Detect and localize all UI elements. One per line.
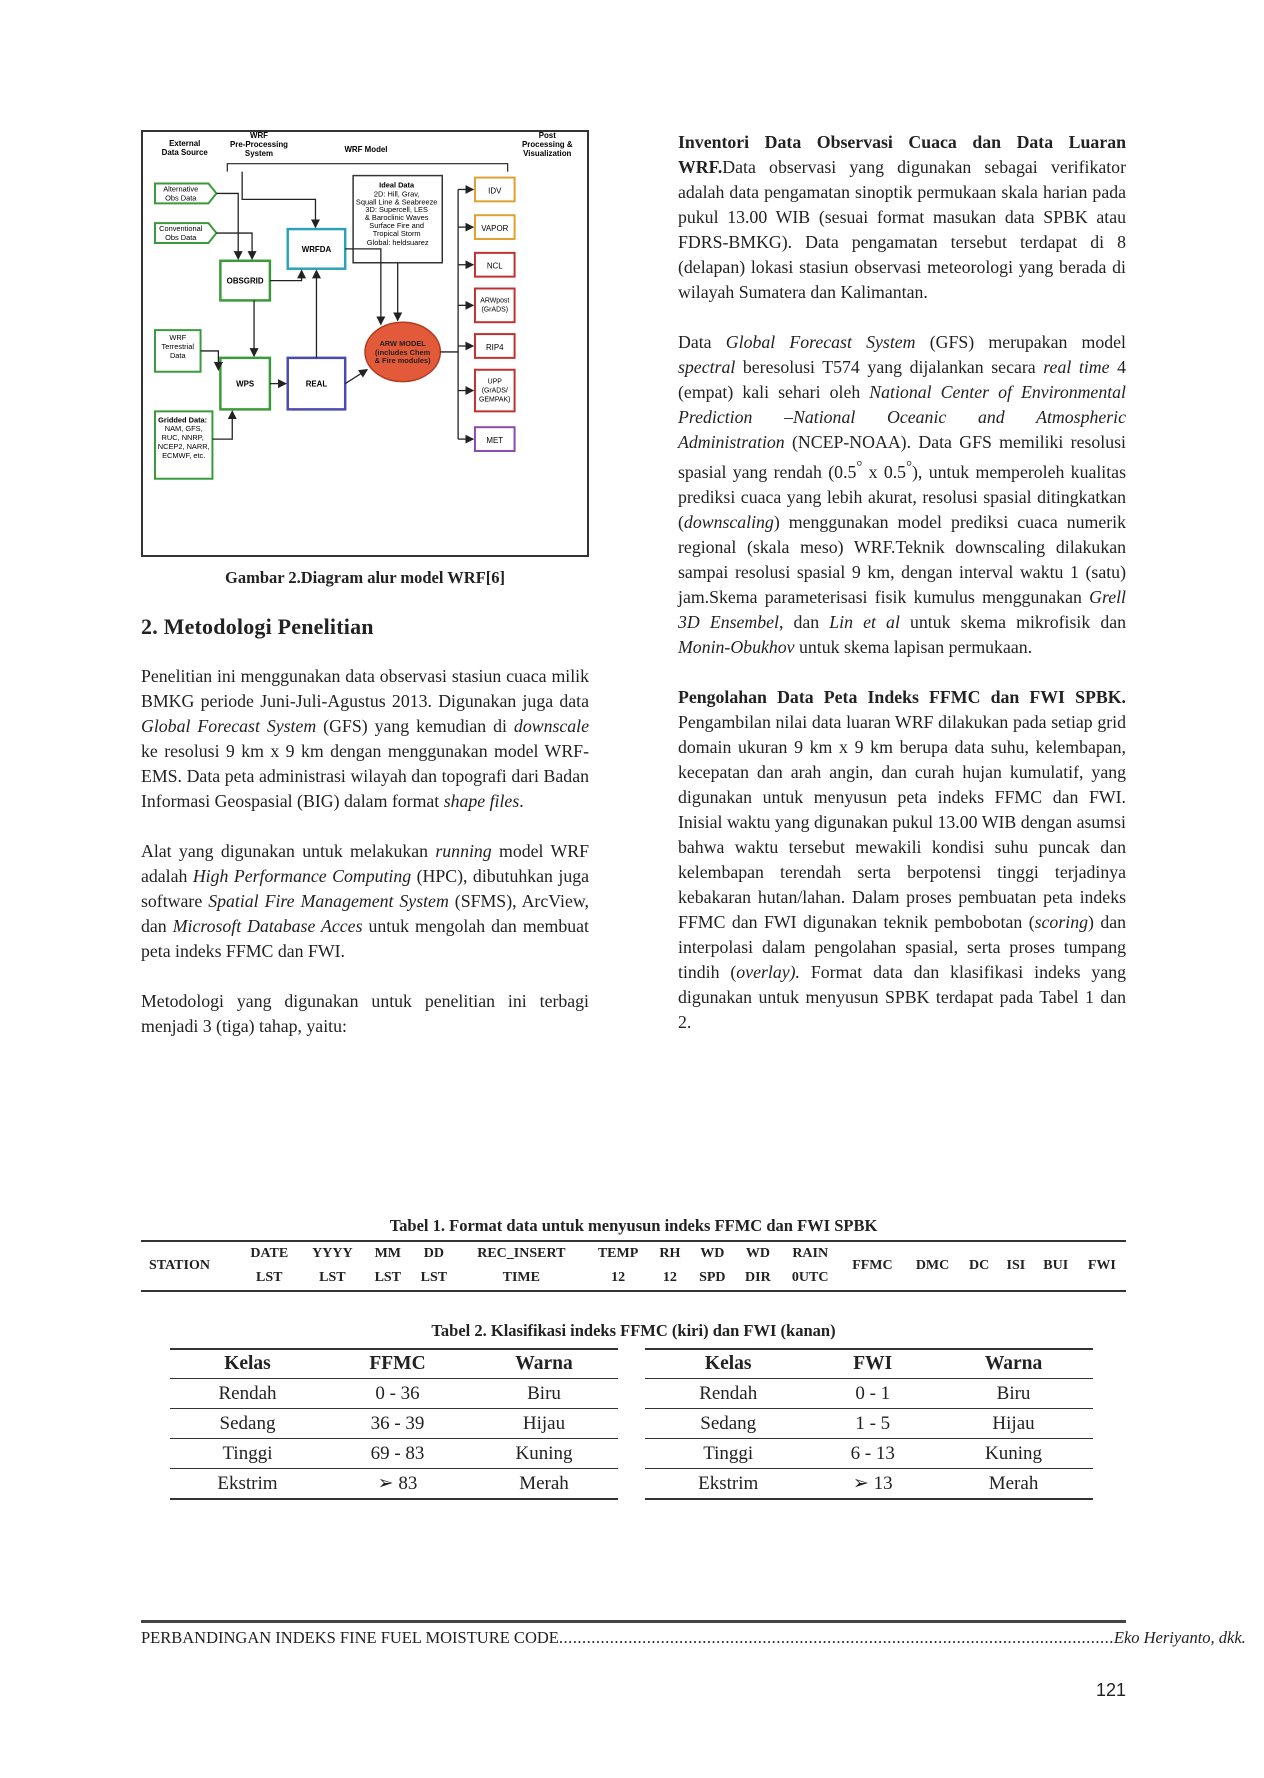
- paragraph-data-sources: Penelitian ini menggunakan data observasi stasiun cuaca milik BMKG periode Juni-Juli-Agustus 2013. Digunakan juga data Global Forecast System (GFS) yang kemudian di downscale ke resolusi 9 km x 9 km dengan menggunakan model WRF-EMS. Data peta administrasi wilayah dan topografi dari Badan Informasi Geospasial (BIG) dalam format shape files.: [141, 666, 589, 811]
- footer-author: Eko Heriyanto, dkk.: [1113, 1628, 1246, 1647]
- table-cell: Hijau: [470, 1409, 618, 1439]
- table2-header: FFMC: [325, 1349, 470, 1379]
- table1-cell: DD: [423, 1246, 445, 1261]
- footer-title: PERBANDINGAN INDEKS FINE FUEL MOISTURE CODE: [141, 1628, 559, 1647]
- table-cell: Sedang: [645, 1409, 811, 1439]
- table2-header: FWI: [811, 1349, 934, 1379]
- running-footer: [141, 1628, 1246, 1648]
- arw-model-node: [365, 322, 440, 381]
- svg-text:REAL: REAL: [305, 379, 328, 389]
- table1-station: STATION: [149, 1258, 210, 1273]
- table-cell: Merah: [934, 1469, 1093, 1500]
- table-row: [170, 1439, 618, 1469]
- table1-row: [141, 1241, 1126, 1266]
- svg-text:NCL: NCL: [486, 261, 503, 271]
- table2-ffmc: [170, 1348, 618, 1500]
- paragraph-inventory: Inventori Data Observasi Cuaca dan Data Luaran WRF.Data observasi yang digunakan sebagai verifikator adalah data pengamatan sinoptik permukaan skala harian pada pukul 13.00 WIB (sesuai format masukan data SPBK atau FDRS-BMKG). Data pengamatan tersebut terdapat di 8 (delapan) lokasi stasiun observasi meteorologi yang berada di wilayah Sumatera dan Kalimantan.: [678, 132, 1126, 302]
- table1-cell: BUI: [1043, 1258, 1069, 1273]
- svg-text:ARW MODEL(includes Chem& Fire: ARW MODEL (includes Chem & Fire modules): [374, 338, 431, 365]
- svg-text:VAPOR: VAPOR: [481, 224, 509, 234]
- svg-text:WRFTerrestrialData: WRF Terrestrial Data: [161, 333, 195, 360]
- table1-cell: 12: [611, 1270, 626, 1285]
- table-cell: Tinggi: [170, 1439, 325, 1469]
- rip4-box: [475, 334, 515, 358]
- table1-cell: DC: [969, 1258, 990, 1273]
- svg-text:WRFDA: WRFDA: [301, 244, 332, 254]
- table1-cell: FFMC: [852, 1258, 893, 1273]
- table1-cell: DMC: [915, 1258, 950, 1273]
- table1-cell: DATE: [250, 1246, 289, 1261]
- table-row: [645, 1469, 1093, 1500]
- table-row: [170, 1409, 618, 1439]
- wrf-flow-diagram: [141, 130, 589, 557]
- svg-text:WPS: WPS: [236, 379, 255, 389]
- svg-text:Gridded Data: NAM, G: Gridded Data: NAM, GFS, RUC, NNRP, NCEP2, NARR, ECMWF, etc.: [157, 415, 210, 460]
- ideal-data-box: [353, 176, 442, 263]
- table1-cell: YYYY: [312, 1246, 353, 1261]
- footer-leader-dots: ........................................................................................................................: [558, 1628, 1114, 1647]
- table-row: [645, 1409, 1093, 1439]
- paragraph-methodology: Metodologi yang digunakan untuk penelitian ini terbagi menjadi 3 (tiga) tahap, yaitu:: [141, 991, 589, 1036]
- table-cell: Hijau: [934, 1409, 1093, 1439]
- table1-cell: WD: [745, 1246, 770, 1261]
- wrfda-box: [288, 229, 345, 269]
- table1-cell: LST: [374, 1270, 402, 1285]
- conventional-obs-box: [155, 223, 216, 243]
- table-row: [645, 1379, 1093, 1409]
- table-cell: Sedang: [170, 1409, 325, 1439]
- table2-header-row: [645, 1349, 1093, 1379]
- table1-cell: RH: [659, 1246, 681, 1261]
- table-cell: Ekstrim: [170, 1469, 325, 1500]
- header-post: Post Processing & Visualization: [522, 130, 573, 158]
- table-cell: 0 - 1: [811, 1379, 934, 1409]
- table1-cell: LST: [256, 1270, 283, 1285]
- table1-cell: SPD: [699, 1270, 726, 1285]
- table-cell: 69 - 83: [325, 1439, 470, 1469]
- table-cell: Rendah: [170, 1379, 325, 1409]
- table2-caption: Tabel 2. Klasifikasi indeks FFMC (kiri) dan FWI (kanan): [431, 1321, 836, 1340]
- table-cell: Kuning: [934, 1439, 1093, 1469]
- table1-cell: MM: [374, 1246, 402, 1261]
- table1-cell: ISI: [1006, 1258, 1026, 1273]
- svg-text:Ideal Data 2D: Hill,: Ideal Data 2D: Hill, Grav, Squall Line & Seabreeze 3D: Supercell, LES & Baroclinic Waves Surface Fire and Tropical Storm Global: heldsuarez: [355, 180, 438, 247]
- table1-cell: 12: [662, 1270, 677, 1285]
- svg-text:ARWpost(GrADS): ARWpost (GrADS): [480, 297, 510, 314]
- ncl-box: [475, 253, 515, 277]
- table1-cell: TIME: [502, 1270, 540, 1285]
- table-cell: ➢ 83: [325, 1469, 470, 1500]
- table1-cell: LST: [319, 1270, 346, 1285]
- svg-text:IDV: IDV: [488, 186, 502, 196]
- table1-format: [141, 1240, 1126, 1292]
- table1-cell: RAIN: [792, 1246, 829, 1261]
- wrf-terrestrial-box: [155, 330, 201, 372]
- table-cell: Biru: [470, 1379, 618, 1409]
- table1-cell: REC_INSERT: [477, 1246, 566, 1261]
- real-box: [288, 358, 345, 410]
- table-cell: Merah: [470, 1469, 618, 1500]
- table2-fwi: [645, 1348, 1093, 1500]
- table2-header: Warna: [934, 1349, 1093, 1379]
- paragraph-processing: Pengolahan Data Peta Indeks FFMC dan FWI SPBK. Pengambilan nilai data luaran WRF dilakukan pada setiap grid domain ukuran 9 km x 9 km berupa data suhu, kelembapan, kecepatan dan arah angin, dan curah hujan kumulatif, yang digunakan untuk menyusun peta indeks FFMC dan FWI. Inisial waktu yang digunakan pukul 13.00 WIB dengan asumsi bahwa waktu tersebut mewakili kondisi suhu puncak dan kelembapan terendah serta berpotensi tinggi terjadinya kebakaran hutan/lahan. Dalam proses pembuatan peta indeks FFMC dan FWI digunakan teknik pembobotan (scoring) dan interpolasi dalam pengolahan spasial, serta proses tumpang tindih (overlay). Format data dan klasifikasi indeks yang digunakan untuk menyusun SPBK terdapat pada Tabel 1 dan 2.: [678, 686, 1126, 1032]
- right-column: [678, 130, 1126, 1060]
- table2-header: Kelas: [645, 1349, 811, 1379]
- table-cell: 36 - 39: [325, 1409, 470, 1439]
- table1-cell: WD: [700, 1246, 725, 1261]
- table-cell: ➢ 13: [811, 1469, 934, 1500]
- svg-text:RIP4: RIP4: [485, 342, 504, 352]
- header-wrf-model: WRF Model: [344, 144, 388, 154]
- table1-cell: DIR: [745, 1270, 771, 1285]
- table2-header: Warna: [470, 1349, 618, 1379]
- table1-cell: FWI: [1087, 1258, 1116, 1273]
- vapor-box: [475, 215, 515, 239]
- table-cell: Biru: [934, 1379, 1093, 1409]
- footer-rule: [141, 1620, 1126, 1623]
- svg-text:OBSGRID: OBSGRID: [226, 276, 264, 286]
- table-cell: 1 - 5: [811, 1409, 934, 1439]
- left-column: [141, 614, 589, 1064]
- page-number: 121: [1095, 1680, 1126, 1700]
- paragraph-gfs: Data Global Forecast System (GFS) merupakan model spectral beresolusi T574 yang dijalankan secara real time 4 (empat) kali sehari oleh National Center of Environmental Prediction –National Oceanic and Atmospheric Administration (NCEP-NOAA). Data GFS memiliki resolusi spasial yang rendah (0.5° x 0.5°), untuk memperoleh kualitas prediksi cuaca yang lebih akurat, resolusi spasial ditingkatkan (downscaling) menggunakan model prediksi cuaca numerik regional (skala meso) WRF.Teknik downscaling dilakukan sampai resolusi spasial 9 km, dengan interval waktu 1 (satu) jam.Skema parameterisasi fisik kumulus menggunakan Grell 3D Ensembel, dan Lin et al untuk skema mikrofisik dan Monin-Obukhov untuk skema lapisan permukaan.: [678, 332, 1127, 657]
- table1-cell: TEMP: [597, 1246, 639, 1261]
- svg-text:UPP(GrADS/GEMPAK): UPP (GrADS/ GEMPAK): [479, 378, 511, 404]
- table2-header-row: [170, 1349, 618, 1379]
- header-wrf-pre: WRF Pre-Processing System: [229, 130, 289, 158]
- gridded-data-box: [155, 411, 212, 478]
- table-row: [170, 1469, 618, 1500]
- table-cell: Tinggi: [645, 1439, 811, 1469]
- table-cell: Kuning: [470, 1439, 618, 1469]
- idv-box: [475, 178, 515, 202]
- table1-caption: Tabel 1. Format data untuk menyusun indeks FFMC dan FWI SPBK: [389, 1216, 878, 1235]
- table-cell: 6 - 13: [811, 1439, 934, 1469]
- upp-box: [475, 370, 515, 412]
- section-heading: 2. Metodologi Penelitian: [141, 614, 374, 639]
- table-row: [645, 1439, 1093, 1469]
- table-row: [170, 1379, 618, 1409]
- table-cell: Ekstrim: [645, 1469, 811, 1500]
- svg-text:MET: MET: [486, 436, 504, 446]
- table-cell: 0 - 36: [325, 1379, 470, 1409]
- table-cell: Rendah: [645, 1379, 811, 1409]
- arwpost-box: [475, 289, 515, 323]
- table1-cell: 0UTC: [791, 1270, 829, 1285]
- figure-caption: Gambar 2.Diagram alur model WRF[6]: [224, 568, 506, 587]
- wps-box: [220, 358, 270, 410]
- obsgrid-box: [220, 261, 270, 301]
- table1-cell: LST: [420, 1270, 448, 1285]
- header-external: External Data Source: [161, 138, 208, 157]
- wrf-diagram-svg: [143, 132, 587, 555]
- met-box: [475, 427, 515, 451]
- svg-text:ConventionalObs Data: Conventional Obs Data: [159, 224, 203, 242]
- svg-text:AlternativeObs Data: Alternative Obs Data: [163, 184, 199, 203]
- table2-header: Kelas: [170, 1349, 325, 1379]
- alternative-obs-box: [155, 184, 216, 204]
- paragraph-tools: Alat yang digunakan untuk melakukan running model WRF adalah High Performance Computing (HPC), dibutuhkan juga software Spatial Fire Management System (SFMS), ArcView, dan Microsoft Database Acces untuk mengolah dan membuat peta indeks FFMC dan FWI.: [141, 841, 590, 961]
